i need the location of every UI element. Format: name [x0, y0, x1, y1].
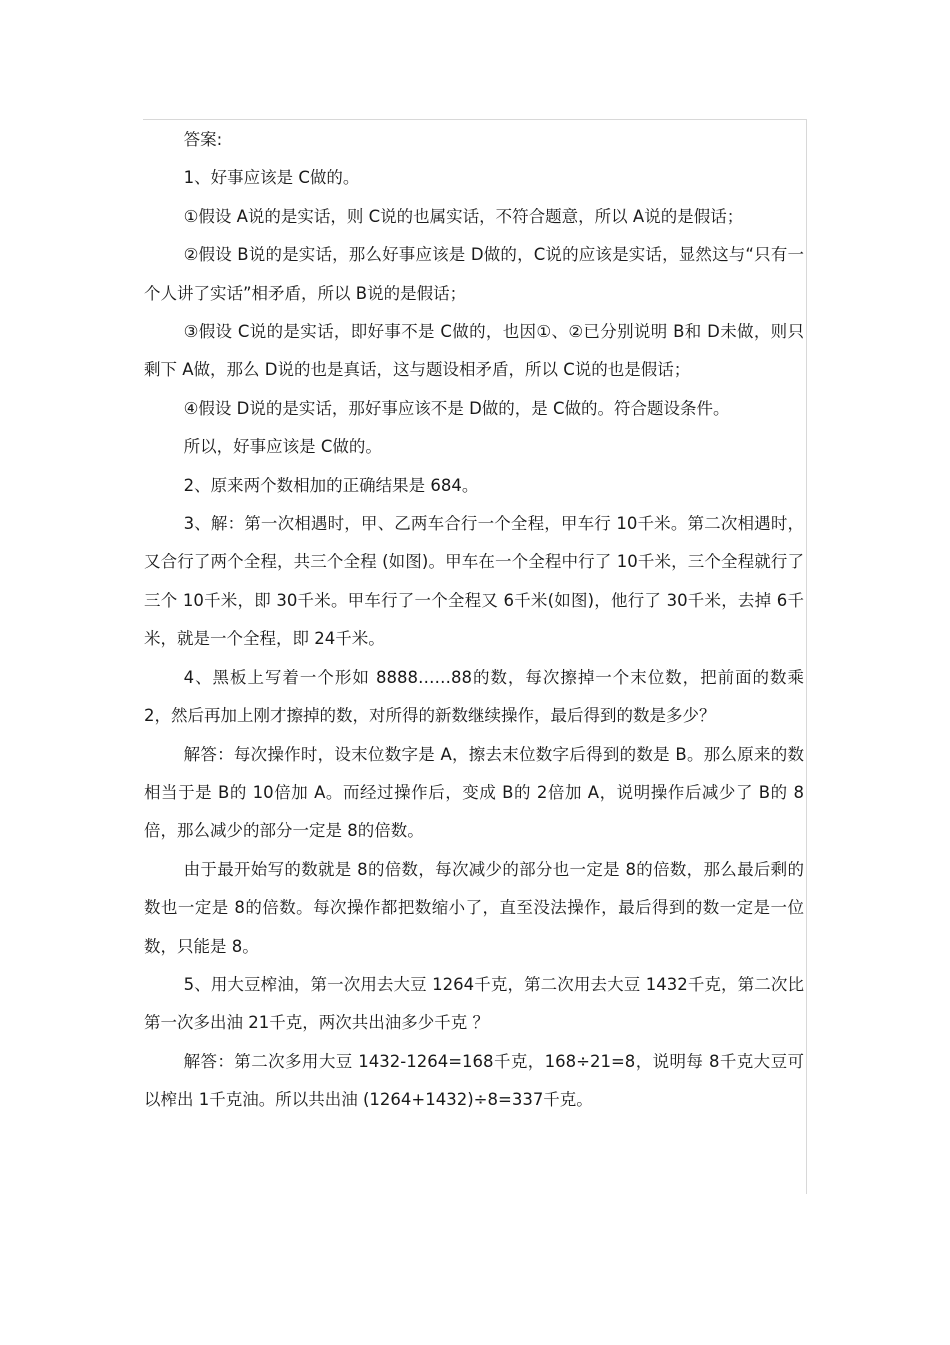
answer-1-case-b: ②假设 B说的是实话，那么好事应该是 D做的，C说的应该是实话，显然这与“只有一个人讲了实话”相矛盾，所以 B说的是假话；	[144, 245, 804, 303]
answer-1-case-c: ③假设 C说的是实话，即好事不是 C做的，也因①、②已分别说明 B和 D未做，则只剩下 A做，那么 D说的也是真话，这与题设相矛盾，所以 C说的也是假话；	[144, 322, 804, 380]
answer-3: 3、解：第一次相遇时，甲、乙两车合行一个全程，甲车行 10千米。第二次相遇时，又合行了两个全程，共三个全程 (如图)。甲车在一个全程中行了 10千米，三个全程就行了三个 10千米，即 30千米。甲车行了一个全程又 6千米(如图)，他行了 30千米，去掉 6千米，就是一个全程，即 24千米。	[144, 514, 804, 649]
answer-1-case-d: ④假设 D说的是实话，那好事应该不是 D做的，是 C做的。符合题设条件。	[183, 398, 730, 418]
answer-2: 2、原来两个数相加的正确结果是 684。	[183, 475, 479, 495]
answer-document	[144, 121, 804, 1120]
answer-1-conclusion: 1、好事应该是 C做的。	[183, 168, 360, 188]
answer-4-part-2: 由于最开始写的数就是 8的倍数，每次减少的部分也一定是 8的倍数，那么最后剩的数也一定是 8的倍数。每次操作都把数缩小了，直至没法操作，最后得到的数一定是一位数，只能是 8。	[144, 859, 804, 956]
answer-1-case-a: ①假设 A说的是实话，则 C说的也属实话，不符合题意，所以 A说的是假话；	[183, 206, 744, 226]
question-5: 5、用大豆榨油，第一次用去大豆 1264千克，第二次用去大豆 1432千克，第二次比第一次多出油 21千克，两次共出油多少千克 ？	[144, 974, 804, 1033]
answer-1-summary: 所以，好事应该是 C做的。	[183, 437, 382, 457]
answer-5: 解答：第二次多用大豆 1432-1264=168千克，168÷21=8，说明每 8千克大豆可以榨出 1千克油。所以共出油 (1264+1432)÷8=337千克。	[144, 1051, 804, 1110]
answer-4-part-1: 解答：每次操作时，设末位数字是 A，擦去末位数字后得到的数是 B。那么原来的数相当于是 B的 10倍加 A。而经过操作后，变成 B的 2倍加 A，说明操作后减少了 B的 8倍，那么减少的部分一定是 8的倍数。	[144, 744, 804, 841]
question-4: 4、黑板上写着一个形如 8888……88的数，每次擦掉一个末位数，把前面的数乘 2，然后再加上刚才擦掉的数，对所得的新数继续操作，最后得到的数是多少？	[144, 667, 804, 726]
answer-heading: 答案:	[183, 130, 223, 149]
